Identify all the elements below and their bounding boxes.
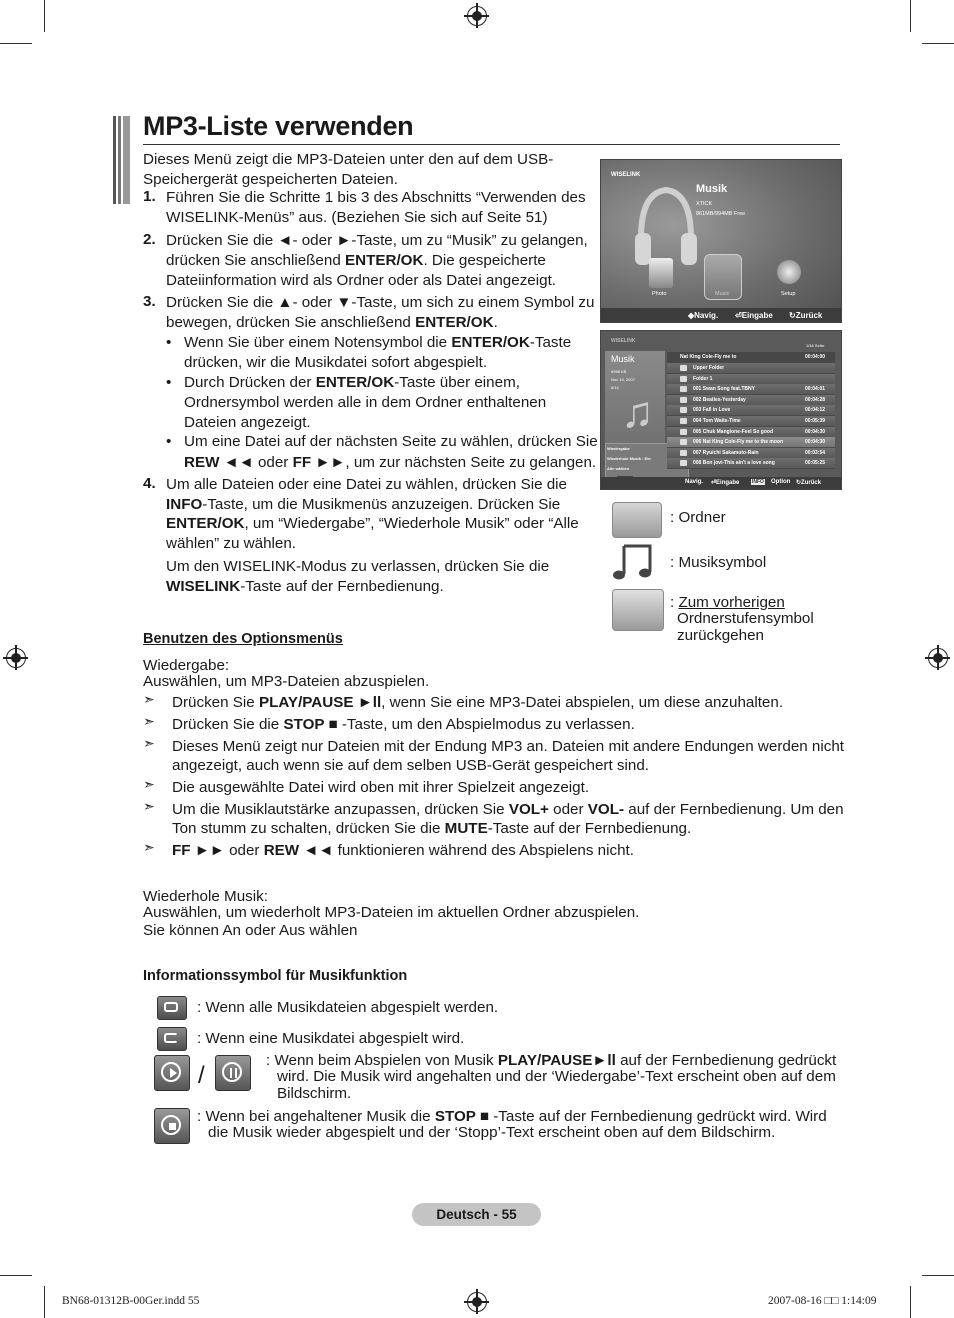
music-note-icon bbox=[612, 542, 654, 582]
bullet-dot: • bbox=[166, 374, 172, 391]
page-number-badge: Deutsch - 55 bbox=[412, 1203, 541, 1226]
file-name: Upper Folder bbox=[693, 365, 725, 371]
file-list-row[interactable] bbox=[667, 427, 835, 438]
file-list-row[interactable] bbox=[667, 363, 835, 374]
file-list-row[interactable] bbox=[667, 384, 835, 395]
step-4-line: ENTER/OK, um “Wiedergabe”, “Wiederhole Musik” oder “Alle bbox=[166, 515, 579, 532]
note-arrow-icon: ➣ bbox=[143, 713, 155, 729]
bullet-3: REW ◄◄ oder FF ►►, um zur nächsten Seite zu gelangen. bbox=[184, 454, 597, 471]
upper-folder-icon bbox=[612, 589, 664, 631]
enter-hint: ⏎Eingabe bbox=[711, 480, 740, 486]
registration-mark-icon bbox=[928, 648, 948, 668]
popup-option-repeat[interactable]: Wiederhole Musik : Ein bbox=[607, 456, 651, 461]
music-file-icon bbox=[680, 429, 687, 435]
music-file-icon bbox=[680, 418, 687, 424]
music-file-icon bbox=[680, 450, 687, 456]
menu-item-photo[interactable] bbox=[649, 258, 673, 288]
note-arrow-icon: ➣ bbox=[143, 691, 155, 707]
step-number: 1. bbox=[143, 188, 156, 205]
step-2-line: drücken Sie anschließend ENTER/OK. Die gespeicherte bbox=[166, 252, 546, 269]
step-1-line: WISELINK-Menüs” aus. (Beziehen Sie sich auf Seite 51) bbox=[166, 209, 548, 226]
options-heading: Benutzen des Optionsmenüs bbox=[143, 631, 343, 647]
step-2-line: Dateiinformation wird als Ordner oder als Datei angezeigt. bbox=[166, 272, 557, 289]
step-3-line: bewegen, drücken Sie anschließend ENTER/OK. bbox=[166, 314, 498, 331]
file-index: 8/14 bbox=[611, 385, 619, 390]
note-arrow-icon: ➣ bbox=[143, 839, 155, 855]
crop-mark bbox=[910, 0, 911, 32]
info-pause: : Wenn beim Abspielen von Musik PLAY/PAUSE►ll auf der Fernbedienung gedrückt bbox=[266, 1052, 837, 1069]
footer-file: BN68-01312B-00Ger.indd 55 bbox=[62, 1295, 200, 1307]
note: Um die Musiklautstärke anzupassen, drücken Sie VOL+ oder VOL- auf der Fernbedienung. Um den bbox=[172, 801, 844, 818]
file-size: 6958 KB bbox=[611, 369, 627, 374]
file-duration: 00:04:30 bbox=[804, 428, 825, 435]
repeat-desc: Sie können An oder Aus wählen bbox=[143, 922, 358, 939]
note-arrow-icon: ➣ bbox=[143, 735, 155, 751]
play-icon bbox=[154, 1055, 190, 1091]
screen-nav-bar bbox=[601, 477, 841, 489]
bullet-1: Wenn Sie über einem Notensymbol die ENTER/OK-Taste bbox=[184, 334, 572, 351]
file-duration: 00:04:30 bbox=[804, 439, 825, 446]
menu-label-music: Music bbox=[715, 291, 730, 297]
file-name: 003 Fall in Love bbox=[693, 407, 731, 414]
bullet-2: Ordnersymbol werden alle in dem Ordner enthaltenen bbox=[184, 394, 547, 411]
icon-separator: / bbox=[198, 1062, 205, 1089]
folder-icon bbox=[612, 502, 662, 538]
repeat-one-icon bbox=[157, 1027, 187, 1051]
popup-option-select-all[interactable]: Alle wählen bbox=[607, 466, 630, 471]
bullet-dot: • bbox=[166, 334, 172, 351]
back-hint: ↻Zurück bbox=[796, 480, 822, 486]
legend-back: zurückgehen bbox=[677, 627, 764, 644]
footer-date: 2007-08-16 □□ 1:14:09 bbox=[768, 1295, 877, 1307]
info-button: INFO bbox=[752, 479, 764, 485]
menu-item-setup[interactable] bbox=[777, 260, 801, 284]
music-file-icon bbox=[680, 439, 687, 445]
pause-icon bbox=[215, 1055, 251, 1091]
file-list-row[interactable] bbox=[667, 405, 835, 416]
folder-icon bbox=[680, 376, 687, 382]
file-name: Folder 1 bbox=[693, 375, 713, 382]
note: FF ►► oder REW ◄◄ funktionieren während des Abspielens nicht. bbox=[172, 842, 634, 859]
crop-mark bbox=[0, 43, 32, 44]
music-file-icon bbox=[680, 386, 687, 392]
bullet-dot: • bbox=[166, 433, 172, 450]
file-name: 008 Bon jovi-This ain't a love song bbox=[693, 460, 775, 467]
enter-hint: ⏎Eingabe bbox=[735, 311, 773, 320]
step-number: 3. bbox=[143, 293, 156, 310]
mp3-list-screen bbox=[600, 330, 842, 490]
music-note-icon: ♫ bbox=[621, 388, 654, 437]
exit-note: WISELINK-Taste auf der Fernbedienung. bbox=[166, 578, 444, 595]
step-4-line: Um alle Dateien oder eine Datei zu wählen, drücken Sie die bbox=[166, 476, 568, 493]
popup-option-playback[interactable]: Wiedergabe bbox=[607, 446, 630, 451]
file-date: Nov 14, 2007 bbox=[611, 377, 635, 382]
note: Ton stumm zu schalten, drücken Sie die MUTE-Taste auf der Fernbedienung. bbox=[172, 820, 692, 837]
repeat-label: Wiederhole Musik: bbox=[143, 888, 268, 905]
screen-heading: Musik bbox=[696, 183, 728, 195]
sidebar-title: Musik bbox=[611, 354, 635, 364]
step-number: 4. bbox=[143, 475, 156, 492]
step-4-line: INFO-Taste, um die Musikmenüs anzuzeigen. Drücken Sie bbox=[166, 496, 561, 513]
music-file-icon bbox=[680, 397, 687, 403]
exit-note: Um den WISELINK-Modus zu verlassen, drücken Sie die bbox=[166, 558, 550, 575]
screen-nav-bar bbox=[601, 308, 841, 322]
playback-label: Wiedergabe: bbox=[143, 657, 230, 674]
file-list-row[interactable] bbox=[667, 395, 835, 406]
intro-text: Dieses Menü zeigt die MP3-Dateien unter den auf dem USB-Speichergerät gespeicherten Dateien. bbox=[143, 151, 554, 188]
registration-mark-icon bbox=[467, 6, 487, 26]
step-2-line: Drücken Sie die ◄- oder ►-Taste, um zu “Musik” zu gelangen, bbox=[166, 232, 588, 249]
crop-mark bbox=[44, 1286, 45, 1318]
option-hint: Option bbox=[771, 479, 791, 485]
info-repeat-all: : Wenn alle Musikdateien abgespielt werden. bbox=[197, 999, 499, 1016]
note: Drücken Sie die STOP ■ -Taste, um den Abspielmodus zu verlassen. bbox=[172, 716, 635, 733]
menu-label-photo: Photo bbox=[652, 291, 667, 297]
now-playing-title: Nat King Cole-Fly me to bbox=[680, 354, 737, 360]
nav-hint: Navig. bbox=[685, 479, 704, 485]
stop-icon bbox=[154, 1108, 190, 1144]
file-duration: 00:05:39 bbox=[804, 418, 825, 424]
playback-desc: Auswählen, um MP3-Dateien abzuspielen. bbox=[143, 673, 430, 690]
file-duration: 00:04:01 bbox=[804, 386, 825, 393]
bullet-1: drücken, wir die Musikdatei sofort abgespielt. bbox=[184, 354, 488, 371]
crop-mark bbox=[922, 43, 954, 44]
step-3-line: Drücken Sie die ▲- oder ▼-Taste, um sich zu einem Symbol zu bbox=[166, 294, 595, 311]
note: Dieses Menü zeigt nur Dateien mit der Endung MP3 an. Dateien mit andere Endungen werden nicht bbox=[172, 738, 845, 755]
crop-mark bbox=[910, 1286, 911, 1318]
music-file-icon bbox=[680, 407, 687, 413]
note: angezeigt, auch wenn sie auf dem selben USB-Gerät gespeichert sind. bbox=[172, 757, 649, 774]
now-playing-row bbox=[667, 352, 835, 363]
file-list-row[interactable] bbox=[667, 374, 835, 385]
crop-mark bbox=[44, 0, 45, 32]
title-rule bbox=[143, 144, 840, 145]
title-decoration bbox=[113, 116, 130, 204]
repeat-desc: Auswählen, um wiederholt MP3-Dateien im aktuellen Ordner abzuspielen. bbox=[143, 904, 640, 921]
repeat-all-icon bbox=[157, 996, 187, 1020]
wiselink-logo: WISELINK bbox=[611, 338, 636, 344]
info-heading: Informationssymbol für Musikfunktion bbox=[143, 968, 408, 984]
bullet-2: Dateien angezeigt. bbox=[184, 414, 311, 431]
file-list-row[interactable] bbox=[667, 458, 835, 469]
file-name: 002 Beatles-Yesterday bbox=[693, 396, 746, 403]
back-hint: ↻Zurück bbox=[789, 311, 823, 320]
wiselink-music-screen bbox=[600, 159, 842, 323]
info-stop: : Wenn bei angehaltener Musik die STOP ■ -Taste auf der Fernbedienung gedrückt wird. Wird bbox=[197, 1108, 827, 1125]
page-indicator: 1/16 Seite bbox=[806, 343, 825, 348]
info-repeat-one: : Wenn eine Musikdatei abgespielt wird. bbox=[197, 1030, 465, 1047]
nav-hint: ◆Navig. bbox=[688, 311, 719, 320]
bullet-3: Um eine Datei auf der nächsten Seite zu wählen, drücken Sie bbox=[184, 433, 598, 450]
note: Die ausgewählte Datei wird oben mit ihrer Spielzeit angezeigt. bbox=[172, 779, 590, 796]
music-file-icon bbox=[680, 460, 687, 466]
legend-folder: : Ordner bbox=[670, 509, 726, 526]
note: Drücken Sie PLAY/PAUSE ►ll, wenn Sie eine MP3-Datei abspielen, um diese anzuhalten. bbox=[172, 694, 784, 711]
info-pause: wird. Die Musik wird angehalten und der ‘Wiedergabe’-Text erscheint oben auf dem bbox=[277, 1068, 836, 1085]
page-title: MP3-Liste verwenden bbox=[143, 111, 414, 141]
info-pause: Bildschirm. bbox=[277, 1085, 352, 1102]
note-arrow-icon: ➣ bbox=[143, 798, 155, 814]
registration-mark-icon bbox=[6, 648, 26, 668]
registration-mark-icon bbox=[467, 1292, 487, 1312]
legend-back: : Zum vorherigen bbox=[670, 594, 785, 611]
device-name: XTICK bbox=[696, 201, 713, 207]
wiselink-logo: WISELINK bbox=[611, 172, 641, 178]
now-playing-time: 00:04:00 bbox=[804, 354, 825, 360]
file-duration: 00:04:12 bbox=[804, 407, 825, 414]
file-duration: 00:04:28 bbox=[804, 396, 825, 403]
file-list-row[interactable] bbox=[667, 437, 835, 448]
menu-label-setup: Setup bbox=[781, 291, 796, 297]
file-name: 006 Nat King Cole-Fly me to the moon bbox=[693, 439, 784, 446]
legend-back: Ordnerstufensymbol bbox=[677, 610, 814, 627]
step-number: 2. bbox=[143, 231, 156, 248]
file-list-row[interactable] bbox=[667, 448, 835, 459]
step-1-line: Führen Sie die Schritte 1 bis 3 des Abschnitts “Verwenden des bbox=[166, 189, 586, 206]
file-name: 005 Chuk Mangione-Feel So good bbox=[693, 428, 774, 435]
file-list-row[interactable] bbox=[667, 416, 835, 427]
legend-music: : Musiksymbol bbox=[670, 554, 767, 571]
note-arrow-icon: ➣ bbox=[143, 776, 155, 792]
crop-mark bbox=[0, 1275, 32, 1276]
device-space: 861MB/994MB Free bbox=[696, 211, 746, 217]
info-stop: die Musik wieder abgespielt und der ‘Stopp’-Text erscheint oben auf dem Bildschirm. bbox=[208, 1124, 776, 1141]
folder-icon bbox=[680, 365, 687, 371]
step-4-line: wählen” zu wählen. bbox=[166, 535, 297, 552]
bullet-2: Durch Drücken der ENTER/OK-Taste über einem, bbox=[184, 374, 520, 391]
file-name: 007 Ryuichi Sakamoto-Rain bbox=[693, 449, 759, 456]
file-name: 004 Tom Waits-Time bbox=[693, 418, 741, 424]
file-duration: 00:05:25 bbox=[804, 460, 825, 467]
file-duration: 00:03:54 bbox=[804, 449, 825, 456]
crop-mark bbox=[922, 1275, 954, 1276]
file-name: 001 Swan Song feat.TBNY bbox=[693, 386, 755, 393]
